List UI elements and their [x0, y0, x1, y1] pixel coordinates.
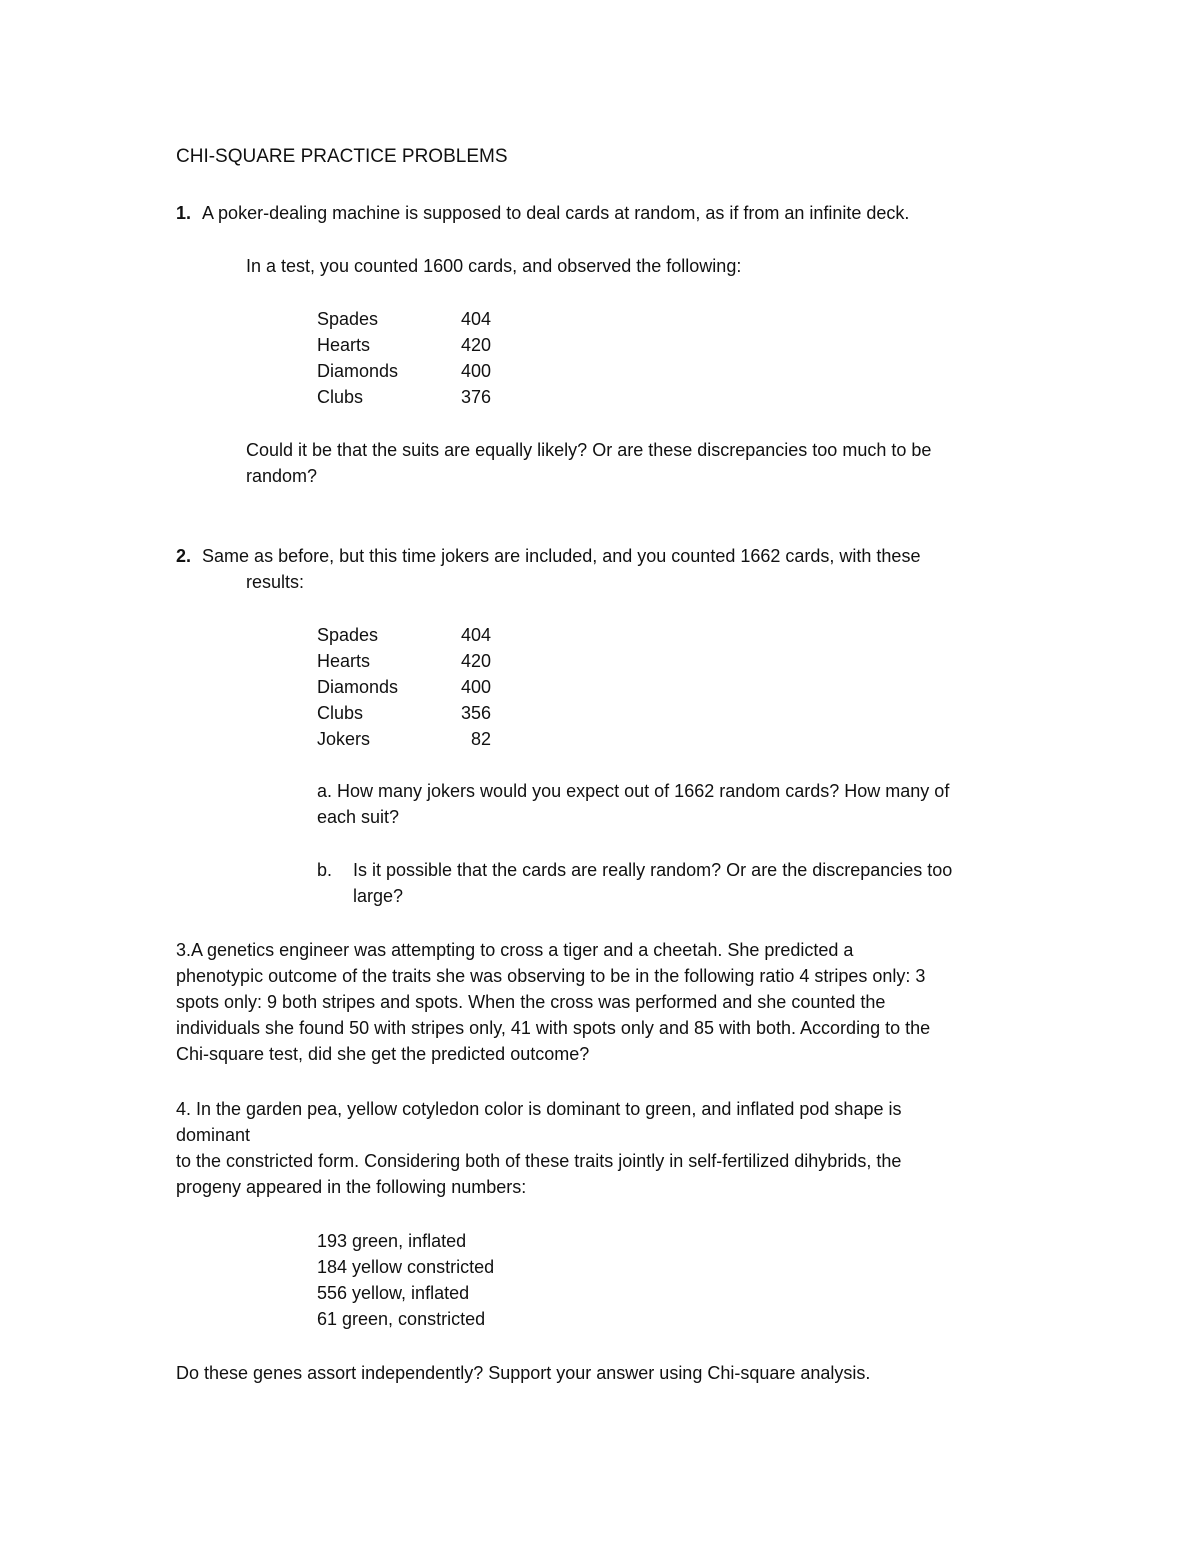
problem-2a-line-2: each suit?: [317, 807, 400, 827]
problem-3-line-1: 3.A genetics engineer was attempting to cross a tiger and a cheetah. She predicted a: [176, 940, 854, 960]
table-row: [317, 622, 577, 648]
problem-3-line-3: spots only: 9 both stripes and spots. When the cross was performed and she counted the: [176, 992, 886, 1012]
problem-1-question-line-2: random?: [246, 466, 318, 486]
table-row: [317, 726, 577, 752]
problem-1-intro: In a test, you counted 1600 cards, and observed the following:: [246, 256, 742, 276]
problem-2-text-line-2: results:: [246, 572, 305, 592]
problem-2-text-line-1: Same as before, but this time jokers are included, and you counted 1662 cards, with these: [202, 546, 921, 566]
list-item: 184 yellow constricted: [317, 1257, 495, 1277]
problem-1: [176, 200, 909, 226]
problem-3-line-5: Chi-square test, did she get the predicted outcome?: [176, 1044, 590, 1064]
suit-count: 356: [460, 703, 491, 723]
problem-1-number: 1.: [176, 203, 192, 223]
table-row: [317, 384, 577, 410]
suit-count: 404: [460, 625, 491, 645]
problem-2b-label: b.: [317, 860, 333, 880]
suit-count: 420: [460, 335, 491, 355]
problem-3-line-4: individuals she found 50 with stripes only, 41 with spots only and 85 with both. According to the: [176, 1018, 931, 1038]
suit-name: Diamonds: [317, 677, 399, 697]
suit-count: 400: [460, 361, 491, 381]
list-item: 556 yellow, inflated: [317, 1283, 470, 1303]
page-title: CHI-SQUARE PRACTICE PROBLEMS: [176, 146, 508, 167]
problem-1-text: A poker-dealing machine is supposed to deal cards at random, as if from an infinite deck.: [202, 203, 910, 223]
suit-name: Spades: [317, 625, 379, 645]
suit-name: Hearts: [317, 335, 371, 355]
table-row: [317, 306, 577, 332]
suit-count: 420: [460, 651, 491, 671]
table-row: [317, 648, 577, 674]
problem-2b-line-1: Is it possible that the cards are really random? Or are the discrepancies too: [353, 860, 953, 880]
suit-count: 82: [470, 729, 491, 749]
suit-count: 376: [460, 387, 491, 407]
suit-name: Hearts: [317, 651, 371, 671]
problem-4-line-2: dominant: [176, 1125, 251, 1145]
suit-name: Spades: [317, 309, 379, 329]
problem-3-line-2: phenotypic outcome of the traits she was observing to be in the following ratio 4 stripes only: 3: [176, 966, 926, 986]
problem-4-line-4: progeny appeared in the following numbers:: [176, 1177, 527, 1197]
problem-1-question-line-1: Could it be that the suits are equally likely? Or are these discrepancies too much to be: [246, 440, 932, 460]
problem-4-question: Do these genes assort independently? Support your answer using Chi-square analysis.: [176, 1363, 871, 1383]
problem-2-number: 2.: [176, 546, 192, 566]
table-row: [317, 332, 577, 358]
suit-count: 404: [460, 309, 491, 329]
problem-2a-line-1: a. How many jokers would you expect out of 1662 random cards? How many of: [317, 781, 950, 801]
suit-name: Jokers: [317, 729, 371, 749]
problem-4-line-3: to the constricted form. Considering both of these traits jointly in self-fertilized dihybrids, the: [176, 1151, 902, 1171]
table-row: [317, 700, 577, 726]
suit-name: Clubs: [317, 703, 364, 723]
list-item: 61 green, constricted: [317, 1309, 486, 1329]
list-item: 193 green, inflated: [317, 1231, 467, 1251]
suit-name: Clubs: [317, 387, 364, 407]
table-row: [317, 358, 577, 384]
problem-2b-line-2: large?: [353, 886, 404, 906]
problem-4-line-1: 4. In the garden pea, yellow cotyledon color is dominant to green, and inflated pod shape is: [176, 1099, 902, 1119]
table-row: [317, 674, 577, 700]
problem-2: [176, 543, 920, 569]
suit-count: 400: [460, 677, 491, 697]
suit-name: Diamonds: [317, 361, 399, 381]
